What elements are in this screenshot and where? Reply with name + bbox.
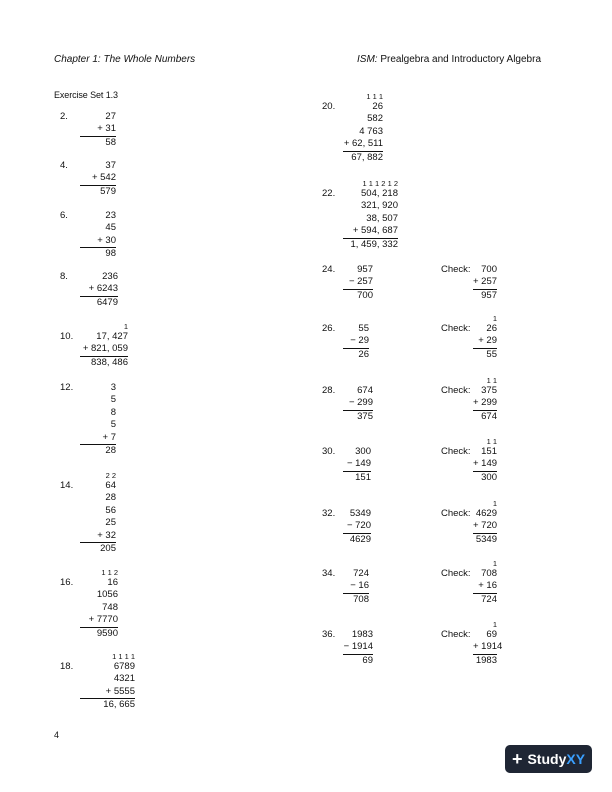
operand-line: + 720 <box>473 520 497 533</box>
result-line: 16, 665 <box>103 699 135 711</box>
problem-number: 2. <box>60 111 68 122</box>
plus-icon: + <box>511 749 523 769</box>
result-line: 55 <box>486 348 497 360</box>
carry-digits: 1 <box>492 314 497 323</box>
problem-number: 34. <box>322 568 336 579</box>
carry-digits: 1 <box>492 559 497 568</box>
operand-line: 724 <box>353 568 369 579</box>
result-line: 58 <box>105 136 116 148</box>
result-line: 579 <box>100 185 116 197</box>
operand-line: 26 <box>486 323 497 334</box>
operand-line: 28 <box>105 492 116 504</box>
operand-line: 23 <box>105 210 116 221</box>
operand-line: + 6243 <box>80 283 118 296</box>
problem-stack <box>343 385 373 423</box>
operand-line: − 299 <box>343 397 373 410</box>
operand-line: + 257 <box>473 276 497 289</box>
problem-stack <box>80 382 116 457</box>
operand-line: 5 <box>110 419 116 431</box>
carry-digits: 1 1 <box>486 376 497 385</box>
result-line: 98 <box>105 248 116 260</box>
problem-stack <box>343 264 373 302</box>
problem-stack <box>80 652 135 712</box>
operand-line: + 7770 <box>80 614 118 627</box>
result-line: 151 <box>355 471 371 483</box>
result-line: 375 <box>357 410 373 422</box>
check-stack <box>473 499 497 546</box>
operand-line: 25 <box>105 517 116 529</box>
operand-line: + 5555 <box>80 686 135 699</box>
problem-number: 12. <box>60 382 74 393</box>
operand-line: + 32 <box>80 530 116 543</box>
operand-line: + 594, 687 <box>343 225 398 238</box>
book-header <box>357 54 541 65</box>
carry-digits: 1 1 1 2 1 2 <box>362 179 398 188</box>
result-line: 674 <box>481 410 497 422</box>
result-line: 4629 <box>349 533 371 545</box>
operand-line: 45 <box>105 222 116 234</box>
problem-number: 22. <box>322 188 336 199</box>
book-header-title: Prealgebra and Introductory Algebra <box>377 54 541 65</box>
operand-line: + 821, 059 <box>80 343 128 356</box>
operand-line: 69 <box>486 629 497 640</box>
operand-line: − 257 <box>343 276 373 289</box>
operand-line: 1983 <box>351 629 373 640</box>
operand-line: 5349 <box>349 508 371 519</box>
problem-stack <box>343 92 383 164</box>
operand-line: − 1914 <box>343 641 373 654</box>
check-label: Check: <box>441 446 471 457</box>
operand-line: + 542 <box>80 172 116 185</box>
problem-number: 32. <box>322 508 336 519</box>
operand-line: 957 <box>357 264 373 275</box>
check-stack <box>473 559 497 606</box>
operand-line: − 16 <box>343 580 369 593</box>
operand-line: 708 <box>481 568 497 579</box>
operand-line: 4 763 <box>359 125 383 137</box>
operand-line: 17, 427 <box>96 331 128 342</box>
studyxy-badge[interactable] <box>505 745 592 773</box>
problem-stack <box>343 323 369 361</box>
operand-line: 3 <box>110 382 116 393</box>
check-label: Check: <box>441 323 471 334</box>
result-line: 957 <box>481 289 497 301</box>
problem-number: 24. <box>322 264 336 275</box>
book-header-ism: ISM: <box>357 54 378 65</box>
operand-line: + 30 <box>80 235 116 248</box>
problem-number: 26. <box>322 323 336 334</box>
result-line: 1, 459, 332 <box>350 238 398 250</box>
operand-line: 504, 218 <box>361 188 398 199</box>
problem-number: 6. <box>60 210 68 221</box>
chapter-header: Chapter 1: The Whole Numbers <box>54 54 196 65</box>
badge-brand-a: Study <box>527 751 567 767</box>
result-line: 205 <box>100 542 116 554</box>
check-stack <box>473 264 497 302</box>
check-label: Check: <box>441 385 471 396</box>
operand-line: + 7 <box>80 432 116 445</box>
operand-line: 64 <box>105 480 116 491</box>
result-line: 708 <box>353 593 369 605</box>
carry-digits: 1 1 1 <box>366 92 383 101</box>
operand-line: 27 <box>105 111 116 122</box>
operand-line: 38, 507 <box>366 212 398 224</box>
problem-number: 4. <box>60 160 68 171</box>
carry-digits: 1 1 <box>486 437 497 446</box>
result-line: 26 <box>358 348 369 360</box>
problem-stack <box>80 568 118 640</box>
result-line: 700 <box>357 289 373 301</box>
operand-line: 55 <box>358 323 369 334</box>
carry-digits: 1 <box>492 620 497 629</box>
operand-line: 582 <box>367 113 383 125</box>
operand-line: 37 <box>105 160 116 171</box>
operand-line: 5 <box>110 394 116 406</box>
problem-stack <box>80 271 118 309</box>
operand-line: 4321 <box>113 673 135 685</box>
operand-line: + 62, 511 <box>343 138 383 151</box>
check-label: Check: <box>441 508 471 519</box>
problem-stack <box>80 160 116 198</box>
section-title: Exercise Set 1.3 <box>54 90 118 100</box>
problem-number: 10. <box>60 331 74 342</box>
problem-number: 14. <box>60 480 74 491</box>
operand-line: + 16 <box>473 580 497 593</box>
check-stack <box>473 376 497 423</box>
problem-stack <box>343 568 369 606</box>
operand-line: − 720 <box>343 520 371 533</box>
operand-line: + 29 <box>473 335 497 348</box>
operand-line: + 31 <box>80 123 116 136</box>
result-line: 69 <box>362 654 373 666</box>
check-label: Check: <box>441 568 471 579</box>
operand-line: 26 <box>372 101 383 112</box>
problem-stack <box>80 210 116 261</box>
carry-digits: 1 <box>492 499 497 508</box>
check-label: Check: <box>441 629 471 640</box>
operand-line: 8 <box>110 406 116 418</box>
operand-line: 674 <box>357 385 373 396</box>
check-stack <box>473 620 503 667</box>
result-line: 6479 <box>96 296 118 308</box>
operand-line: 375 <box>481 385 497 396</box>
operand-line: + 1914 <box>473 641 497 654</box>
operand-line: 300 <box>355 446 371 457</box>
operand-line: 700 <box>481 264 497 275</box>
page-number: 4 <box>54 730 60 740</box>
result-line: 5349 <box>475 533 497 545</box>
carry-digits: 1 1 1 1 <box>112 652 135 661</box>
problem-number: 8. <box>60 271 68 282</box>
result-line: 838, 486 <box>91 356 128 368</box>
operand-line: 16 <box>107 577 118 588</box>
problem-number: 18. <box>60 661 74 672</box>
problem-number: 30. <box>322 446 336 457</box>
operand-line: + 149 <box>473 458 497 471</box>
problem-number: 20. <box>322 101 336 112</box>
operand-line: 1056 <box>96 589 118 601</box>
operand-line: 151 <box>481 446 497 457</box>
problem-number: 16. <box>60 577 74 588</box>
result-line: 28 <box>105 444 116 456</box>
operand-line: 6789 <box>113 661 135 672</box>
problem-stack <box>80 111 116 149</box>
operand-line: 321, 920 <box>361 200 398 212</box>
problem-stack <box>343 629 373 667</box>
operand-line: − 29 <box>343 335 369 348</box>
problem-number: 36. <box>322 629 336 640</box>
result-line: 67, 882 <box>351 151 383 163</box>
carry-digits: 1 <box>123 322 128 331</box>
result-line: 1983 <box>475 654 497 666</box>
result-line: 9590 <box>96 627 118 639</box>
carry-digits: 2 2 <box>105 471 116 480</box>
operand-line: 4629 <box>475 508 497 519</box>
problem-stack <box>80 471 116 555</box>
operand-line: − 149 <box>343 458 371 471</box>
problem-stack <box>80 322 128 369</box>
operand-line: 236 <box>102 271 118 282</box>
check-stack <box>473 437 497 484</box>
problem-stack <box>343 508 371 546</box>
operand-line: 56 <box>105 504 116 516</box>
problem-number: 28. <box>322 385 336 396</box>
result-line: 724 <box>481 593 497 605</box>
check-label: Check: <box>441 264 471 275</box>
result-line: 300 <box>481 471 497 483</box>
operand-line: + 299 <box>473 397 497 410</box>
operand-line: 748 <box>102 601 118 613</box>
problem-stack <box>343 179 398 251</box>
problem-stack <box>343 446 371 484</box>
badge-brand-b: XY <box>566 751 586 767</box>
carry-digits: 1 1 2 <box>101 568 118 577</box>
check-stack <box>473 314 497 361</box>
